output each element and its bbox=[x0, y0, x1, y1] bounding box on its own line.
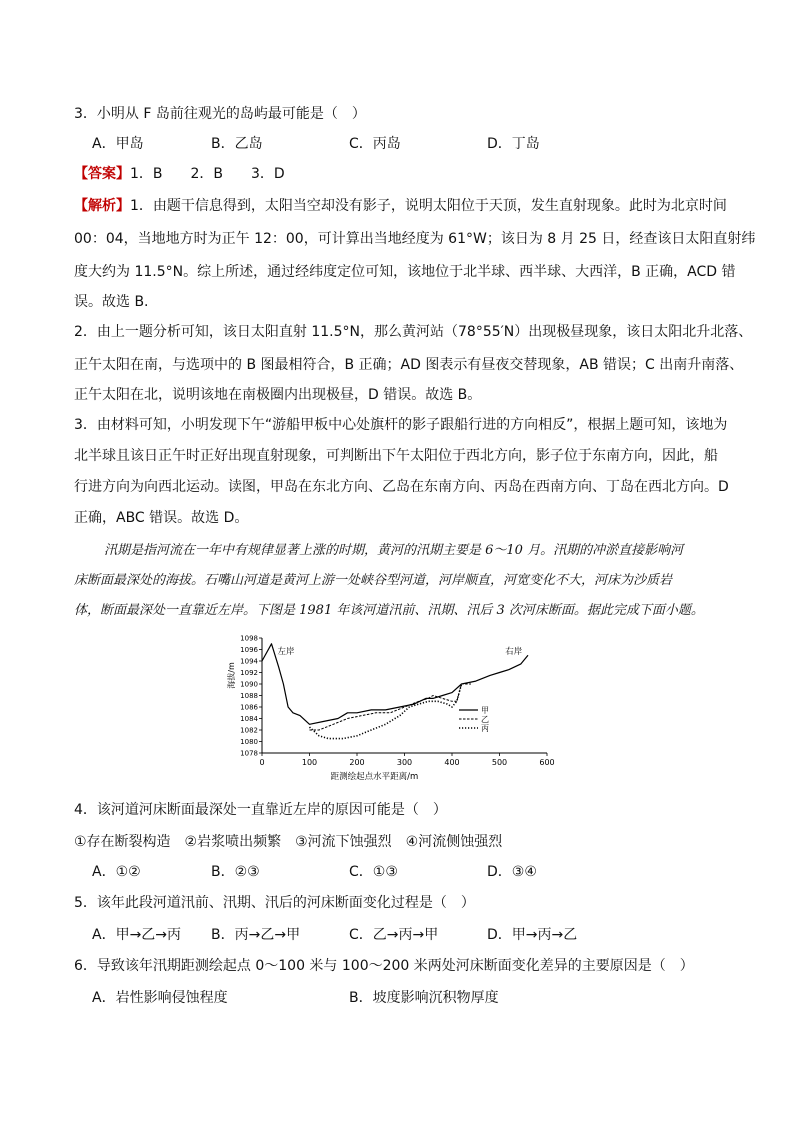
y-tick-label: 1078 bbox=[240, 749, 258, 758]
annotation-right-bank: 右岸 bbox=[505, 647, 523, 657]
q3-option-a: A．甲岛 bbox=[92, 136, 144, 152]
x-tick-label: 200 bbox=[349, 758, 365, 767]
q5-option-a: A．甲→乙→丙 bbox=[92, 927, 182, 943]
y-tick-label: 1092 bbox=[240, 669, 258, 677]
analysis-label: 【解析】 bbox=[74, 198, 130, 214]
x-axis-label: 距测绘起点水平距离/m bbox=[330, 772, 419, 782]
riverbed-profile-chart bbox=[222, 628, 562, 788]
x-tick-label: 300 bbox=[396, 758, 413, 767]
q4-stem: 4．该河道河床断面最深处一直靠近左岸的原因可能是（ ） bbox=[74, 802, 447, 818]
analysis-line-8: 3．由材料可知，小明发现下午“游船甲板中心处旗杆的影子跟船行进的方向相反”，根据上题可知，该地为 bbox=[74, 417, 728, 433]
annotation-left-bank: 左岸 bbox=[277, 647, 295, 657]
passage-line-1: 汛期是指河流在一年中有规律显著上涨的时期，黄河的汛期主要是 6～10 月。汛期的冲淤直接影响河 bbox=[104, 543, 684, 558]
y-tick-label: 1098 bbox=[240, 634, 258, 643]
analysis-line-5: 2．由上一题分析可知，该日太阳直射 11.5°N，那么黄河站（78°55′N）出现极昼现象，该日太阳北升北落、 bbox=[74, 324, 753, 340]
analysis-line-6: 正午太阳在南，与选项中的 B 图最相符合，B 正确；AD 图表示有昼夜交替现象，AB 错误；C 出南升南落、 bbox=[74, 357, 744, 373]
answer-line bbox=[74, 164, 285, 184]
passage-line-3: 体，断面最深处一直靠近左岸。下图是 1981 年该河道汛前、汛期、汛后 3 次河床断面。据此完成下面小题。 bbox=[74, 603, 704, 618]
q4-option-b: B．②③ bbox=[211, 864, 260, 880]
q3-stem: 3．小明从 F 岛前往观光的岛屿最可能是（ ） bbox=[74, 106, 366, 122]
series-line-3 bbox=[310, 684, 462, 739]
legend-label-3: 丙 bbox=[481, 724, 489, 733]
q5-option-d: D．甲→丙→乙 bbox=[487, 927, 578, 943]
q3-option-b: B．乙岛 bbox=[211, 136, 263, 152]
y-tick-label: 1086 bbox=[240, 703, 258, 712]
y-tick-label: 1088 bbox=[240, 692, 258, 700]
passage-line-2: 床断面最深处的海拔。石嘴山河道是黄河上游一处峡谷型河道，河岸顺直，河宽变化不大，河床为沙质岩 bbox=[74, 573, 673, 588]
q4-option-a: A．①② bbox=[92, 864, 141, 880]
q4-option-d: D．③④ bbox=[487, 864, 537, 880]
q5-option-b: B．丙→乙→甲 bbox=[211, 927, 301, 943]
analysis-line-7: 正午太阳在北，说明该地在南极圈内出现极昼，D 错误。故选 B。 bbox=[74, 387, 482, 403]
x-tick-label: 600 bbox=[539, 758, 555, 767]
x-tick-label: 100 bbox=[301, 758, 318, 767]
y-tick-label: 1090 bbox=[240, 680, 258, 689]
series-line-2 bbox=[310, 684, 472, 730]
q3-option-d: D．丁岛 bbox=[487, 136, 540, 152]
q6-stem: 6．导致该年汛期距测绘起点 0～100 米与 100～200 米两处河床断面变化差异的主要原因是（ ） bbox=[74, 958, 694, 974]
analysis-line-2: 00：04，当地地方时为正午 12：00，可计算出当地经度为 61°W；该日为 8 月 25 日，经查该日太阳直射纬 bbox=[74, 231, 756, 247]
analysis-line-10: 行进方向为向西北运动。读图，甲岛在东北方向、乙岛在东南方向、丙岛在西南方向、丁岛在西北方向。D bbox=[74, 479, 729, 495]
x-tick-label: 400 bbox=[444, 758, 460, 767]
q5-stem: 5．该年此段河道汛前、汛期、汛后的河床断面变化过程是（ ） bbox=[74, 895, 475, 911]
y-axis-label: 海拔/m bbox=[227, 662, 236, 689]
y-tick-label: 1096 bbox=[240, 646, 258, 654]
analysis-line-11: 正确，ABC 错误。故选 D。 bbox=[74, 510, 249, 526]
q6-option-b: B．坡度影响沉积物厚度 bbox=[349, 990, 499, 1006]
analysis-text: 1．由题干信息得到，太阳当空却没有影子，说明太阳位于天顶，发生直射现象。此时为北京时间 bbox=[130, 198, 727, 214]
analysis-line-4: 误。故选 B. bbox=[74, 294, 149, 310]
y-tick-label: 1084 bbox=[240, 715, 258, 723]
analysis-line-3: 度大约为 11.5°N。综上所述，通过经纬度定位可知，该地位于北半球、西半球、大西洋，B 正确，ACD 错 bbox=[74, 264, 736, 280]
q4-choices: ①存在断裂构造 ②岩浆喷出频繁 ③河流下蚀强烈 ④河流侧蚀强烈 bbox=[74, 834, 503, 850]
x-tick-label: 0 bbox=[259, 758, 265, 767]
q6-option-a: A．岩性影响侵蚀程度 bbox=[92, 990, 228, 1006]
analysis-line-9: 北半球且该日正午时正好出现直射现象，可判断出下午太阳位于西北方向，影子位于东南方向，因此，船 bbox=[74, 448, 718, 464]
y-tick-label: 1082 bbox=[240, 726, 258, 735]
legend-label-2: 乙 bbox=[481, 715, 489, 724]
q3-option-c: C．丙岛 bbox=[349, 136, 401, 152]
q4-option-c: C．①③ bbox=[349, 864, 398, 880]
analysis-line-1 bbox=[74, 196, 727, 216]
q5-option-c: C．乙→丙→甲 bbox=[349, 927, 439, 943]
y-tick-label: 1094 bbox=[240, 657, 258, 666]
answer-label: 【答案】 bbox=[74, 166, 130, 182]
x-tick-label: 500 bbox=[491, 758, 508, 767]
y-tick-label: 1080 bbox=[240, 738, 258, 746]
answer-text: 1．B 2．B 3．D bbox=[130, 166, 285, 182]
legend-label-1: 甲 bbox=[481, 706, 489, 715]
